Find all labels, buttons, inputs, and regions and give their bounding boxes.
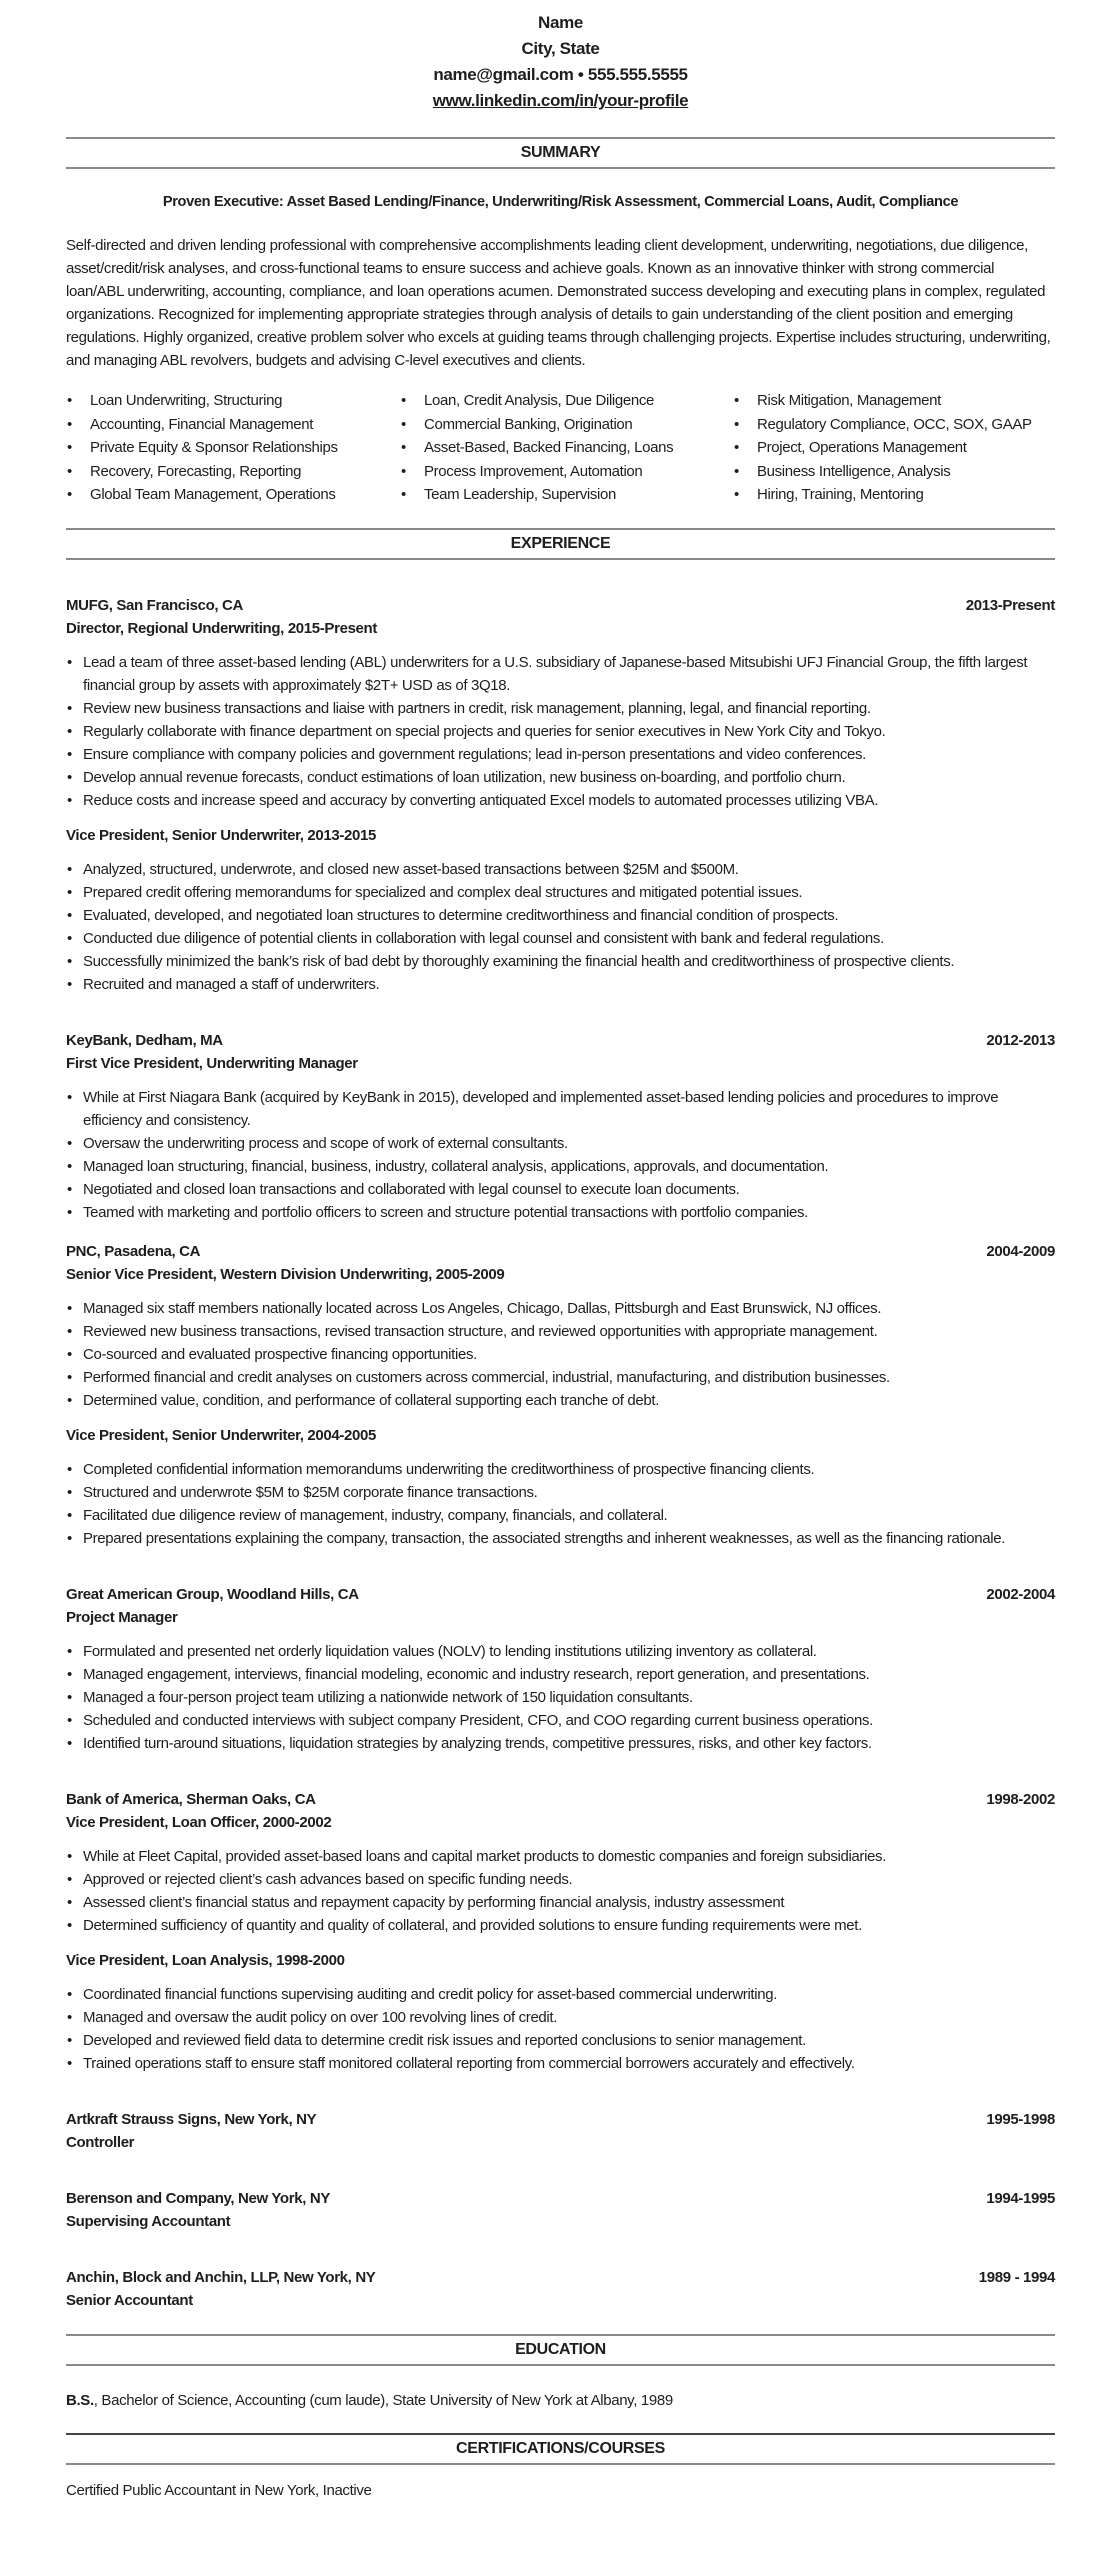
degree-detail: , Bachelor of Science, Accounting (cum laude), State University of New York at Albany, 1989 <box>93 2391 673 2409</box>
candidate-name: Name <box>538 13 583 32</box>
job-entry <box>66 2108 1055 2154</box>
bullet-item: • Successfully minimized the bank’s risk of bad debt by thoroughly examining the financial health and creditworthiness of prospective clients. <box>66 950 1055 973</box>
role-entry <box>66 2131 1055 2154</box>
job-entry <box>66 1240 1055 1550</box>
bullet-item: • Determined sufficiency of quantity and quality of collateral, and provided solutions to ensure funding requirements were met. <box>66 1914 1055 1937</box>
role-bullets <box>66 651 1055 812</box>
role-title: First Vice President, Underwriting Manager <box>66 1054 358 1072</box>
bullet-item: • Coordinated financial functions supervising auditing and credit policy for asset-based commercial underwriting. <box>66 1983 1055 2006</box>
location: City, State <box>521 39 600 58</box>
job-dates: 1995-1998 <box>986 2110 1055 2128</box>
bullet-item: • Formulated and presented net orderly liquidation values (NOLV) to lending institutions utilizing inventory as collateral. <box>66 1640 1055 1663</box>
bullet-item: • Facilitated due diligence review of management, industry, company, financials, and collateral. <box>66 1504 1055 1527</box>
section-heading-certifications: CERTIFICATIONS/COURSES <box>66 2433 1055 2465</box>
bullet-item: • Scheduled and conducted interviews with subject company President, CFO, and COO regarding current business operations. <box>66 1709 1055 1732</box>
skill-item: • Process Improvement, Automation <box>400 460 733 484</box>
bullet-item: • Approved or rejected client’s cash advances based on specific funding needs. <box>66 1868 1055 1891</box>
job-entry <box>66 2266 1055 2312</box>
job-header <box>66 1788 1055 1811</box>
skill-item: • Asset-Based, Backed Financing, Loans <box>400 436 733 460</box>
role-title: Director, Regional Underwriting, 2015-Present <box>66 619 378 637</box>
bullet-item: • Structured and underwrote $5M to $25M corporate finance transactions. <box>66 1481 1055 1504</box>
role-title: Senior Accountant <box>66 2291 193 2309</box>
bullet-item: • Managed engagement, interviews, financial modeling, economic and industry research, report generation, and presentations. <box>66 1663 1055 1686</box>
role-entry <box>66 1606 1055 1755</box>
role-bullets <box>66 1297 1055 1412</box>
job-dates: 1989 - 1994 <box>978 2268 1055 2286</box>
role-entry <box>66 824 1055 996</box>
skill-item: • Commercial Banking, Origination <box>400 413 733 437</box>
role-title: Senior Vice President, Western Division Underwriting, 2005-2009 <box>66 1265 505 1283</box>
certifications-list <box>66 2479 1055 2502</box>
role-entry <box>66 1949 1055 2075</box>
role-entry <box>66 1811 1055 1937</box>
job-dates: 2012-2013 <box>986 1031 1055 1049</box>
bullet-item: • Oversaw the underwriting process and scope of work of external consultants. <box>66 1132 1055 1155</box>
skill-item: • Recovery, Forecasting, Reporting <box>66 460 400 484</box>
skill-item: • Accounting, Financial Management <box>66 413 400 437</box>
skill-item: • Private Equity & Sponsor Relationships <box>66 436 400 460</box>
role-entry <box>66 2210 1055 2233</box>
certification-item: Certified Public Accountant in New York, Inactive <box>66 2481 372 2499</box>
section-heading-education: EDUCATION <box>66 2334 1055 2366</box>
bullet-item: • Analyzed, structured, underwrote, and closed new asset-based transactions between $25M and $500M. <box>66 858 1055 881</box>
job-dates: 1998-2002 <box>986 1790 1055 1808</box>
skill-item: • Hiring, Training, Mentoring <box>733 483 1063 507</box>
skills-column <box>733 389 1063 507</box>
section-heading-summary: SUMMARY <box>66 137 1055 169</box>
email-phone: name@gmail.com • 555.555.5555 <box>433 65 688 84</box>
role-bullets <box>66 1983 1055 2075</box>
job-header <box>66 2108 1055 2131</box>
job-dates: 2013-Present <box>965 596 1055 614</box>
section-heading-experience: EXPERIENCE <box>66 528 1055 560</box>
bullet-item: • Develop annual revenue forecasts, conduct estimations of loan utilization, new business on-boarding, and portfolio churn. <box>66 766 1055 789</box>
bullet-item: • Determined value, condition, and performance of collateral supporting each tranche of debt. <box>66 1389 1055 1412</box>
bullet-item: • Co-sourced and evaluated prospective financing opportunities. <box>66 1343 1055 1366</box>
job-header <box>66 1029 1055 1052</box>
skill-item: • Business Intelligence, Analysis <box>733 460 1063 484</box>
bullet-item: • While at Fleet Capital, provided asset-based loans and capital market products to domestic companies and foreign subsidiaries. <box>66 1845 1055 1868</box>
job-header <box>66 2266 1055 2289</box>
bullet-item: • Conducted due diligence of potential clients in collaboration with legal counsel and consistent with bank and federal regulations. <box>66 927 1055 950</box>
bullet-item: • Ensure compliance with company policies and government regulations; lead in-person presentations and video conferences. <box>66 743 1055 766</box>
bullet-item: • Lead a team of three asset-based lending (ABL) underwriters for a U.S. subsidiary of Japanese-based Mitsubishi UFJ Financial Group, the fifth largest financial group by assets with approximately $2T+ USD as of 3Q18. <box>66 651 1055 697</box>
role-entry <box>66 1052 1055 1224</box>
job-header <box>66 594 1055 617</box>
role-bullets <box>66 858 1055 996</box>
contact-header <box>66 10 1055 114</box>
skill-item: • Project, Operations Management <box>733 436 1063 460</box>
bullet-item: • Prepared presentations explaining the company, transaction, the associated strengths and inherent weaknesses, as well as the financing rationale. <box>66 1527 1055 1550</box>
skills-column <box>66 389 400 507</box>
summary-tagline: Proven Executive: Asset Based Lending/Finance, Underwriting/Risk Assessment, Commercial Loans, Audit, Compliance <box>162 194 959 210</box>
bullet-item: • Trained operations staff to ensure staff monitored collateral reporting from commercial borrowers accurately and effectively. <box>66 2052 1055 2075</box>
bullet-item: • Completed confidential information memorandums underwriting the creditworthiness of prospective financing clients. <box>66 1458 1055 1481</box>
bullet-item: • Managed a four-person project team utilizing a nationwide network of 150 liquidation consultants. <box>66 1686 1055 1709</box>
job-header <box>66 1583 1055 1606</box>
degree: B.S. <box>66 2391 94 2409</box>
company-name: PNC, Pasadena, CA <box>66 1242 201 1260</box>
company-name: KeyBank, Dedham, MA <box>66 1031 223 1049</box>
bullet-item: • Developed and reviewed field data to determine credit risk issues and reported conclusions to senior management. <box>66 2029 1055 2052</box>
job-entry <box>66 2187 1055 2233</box>
role-title: Vice President, Loan Officer, 2000-2002 <box>66 1813 332 1831</box>
bullet-item: • Identified turn-around situations, liquidation strategies by analyzing trends, competitive pressures, risks, and other key factors. <box>66 1732 1055 1755</box>
skill-item: • Loan, Credit Analysis, Due Diligence <box>400 389 733 413</box>
bullet-item: • Performed financial and credit analyses on customers across commercial, industrial, manufacturing, and distribution businesses. <box>66 1366 1055 1389</box>
skill-item: • Loan Underwriting, Structuring <box>66 389 400 413</box>
job-entry <box>66 1788 1055 2075</box>
role-title: Vice President, Senior Underwriter, 2004-2005 <box>66 1426 376 1444</box>
job-entry <box>66 1029 1055 1224</box>
role-entry <box>66 2289 1055 2312</box>
skills-column <box>400 389 733 507</box>
job-dates: 2004-2009 <box>986 1242 1055 1260</box>
skill-item: • Risk Mitigation, Management <box>733 389 1063 413</box>
company-name: Anchin, Block and Anchin, LLP, New York, NY <box>66 2268 376 2286</box>
bullet-item: • Managed six staff members nationally located across Los Angeles, Chicago, Dallas, Pittsburgh and East Brunswick, NJ offices. <box>66 1297 1055 1320</box>
company-name: Great American Group, Woodland Hills, CA <box>66 1585 359 1603</box>
bullet-item: • While at First Niagara Bank (acquired by KeyBank in 2015), developed and implemented asset-based lending policies and procedures to improve efficiency and consistency. <box>66 1086 1055 1132</box>
bullet-item: • Negotiated and closed loan transactions and collaborated with legal counsel to execute loan documents. <box>66 1178 1055 1201</box>
role-entry <box>66 1424 1055 1550</box>
company-name: Artkraft Strauss Signs, New York, NY <box>66 2110 317 2128</box>
job-header <box>66 2187 1055 2210</box>
bullet-item: • Assessed client’s financial status and repayment capacity by performing financial analysis, industry assessment <box>66 1891 1055 1914</box>
role-title: Project Manager <box>66 1608 178 1626</box>
skills-grid <box>66 389 1055 507</box>
company-name: Berenson and Company, New York, NY <box>66 2189 330 2207</box>
bullet-item: • Reviewed new business transactions, revised transaction structure, and reviewed opportunities with appropriate management. <box>66 1320 1055 1343</box>
role-title: Controller <box>66 2133 135 2151</box>
role-title: Vice President, Senior Underwriter, 2013-2015 <box>66 826 376 844</box>
company-name: Bank of America, Sherman Oaks, CA <box>66 1790 316 1808</box>
skill-item: • Regulatory Compliance, OCC, SOX, GAAP <box>733 413 1063 437</box>
skill-item: • Global Team Management, Operations <box>66 483 400 507</box>
job-entry <box>66 1583 1055 1755</box>
skill-item: • Team Leadership, Supervision <box>400 483 733 507</box>
bullet-item: • Recruited and managed a staff of underwriters. <box>66 973 1055 996</box>
bullet-item: • Reduce costs and increase speed and accuracy by converting antiquated Excel models to automated processes utilizing VBA. <box>66 789 1055 812</box>
summary-paragraph: Self-directed and driven lending professional with comprehensive accomplishments leading client development, underwriting, negotiations, due diligence, asset/credit/risk analyses, and cross-functional teams to ensure success and achieve goals. Known as an innovative thinker with strong commercial loan/ABL underwriting, accounting, compliance, and loan operations acumen. Demonstrated success developing and executing plans in complex, regulated organizations. Recognized for implementing appropriate strategies through analysis of details to gain understanding of the client position and emerging regulations. Highly organized, creative problem solver who excels at guiding teams through challenging projects. Expertise includes structuring, underwriting, and managing ABL revolvers, budgets and advising C-level executives and clients. <box>66 237 1051 369</box>
role-title: Supervising Accountant <box>66 2212 231 2230</box>
role-bullets <box>66 1458 1055 1550</box>
role-entry <box>66 1263 1055 1412</box>
linkedin-link[interactable]: www.linkedin.com/in/your-profile <box>432 91 689 110</box>
job-dates: 1994-1995 <box>986 2189 1055 2207</box>
bullet-item: • Managed loan structuring, financial, business, industry, collateral analysis, applications, approvals, and documentation. <box>66 1155 1055 1178</box>
experience-list <box>66 594 1055 2312</box>
role-bullets <box>66 1086 1055 1224</box>
bullet-item: • Prepared credit offering memorandums for specialized and complex deal structures and mitigated potential issues. <box>66 881 1055 904</box>
job-dates: 2002-2004 <box>986 1585 1055 1603</box>
bullet-item: • Teamed with marketing and portfolio officers to screen and structure potential transactions with portfolio companies. <box>66 1201 1055 1224</box>
role-title: Vice President, Loan Analysis, 1998-2000 <box>66 1951 345 1969</box>
role-bullets <box>66 1640 1055 1755</box>
company-name: MUFG, San Francisco, CA <box>66 596 243 614</box>
job-header <box>66 1240 1055 1263</box>
role-entry <box>66 617 1055 812</box>
bullet-item: • Evaluated, developed, and negotiated loan structures to determine creditworthiness and financial condition of prospects. <box>66 904 1055 927</box>
bullet-item: • Regularly collaborate with finance department on special projects and queries for senior executives in New York City and Tokyo. <box>66 720 1055 743</box>
role-bullets <box>66 1845 1055 1937</box>
bullet-item: • Review new business transactions and liaise with partners in credit, risk management, planning, legal, and financial reporting. <box>66 697 1055 720</box>
bullet-item: • Managed and oversaw the audit policy on over 100 revolving lines of credit. <box>66 2006 1055 2029</box>
education-entry <box>66 2389 1055 2412</box>
job-entry <box>66 594 1055 996</box>
